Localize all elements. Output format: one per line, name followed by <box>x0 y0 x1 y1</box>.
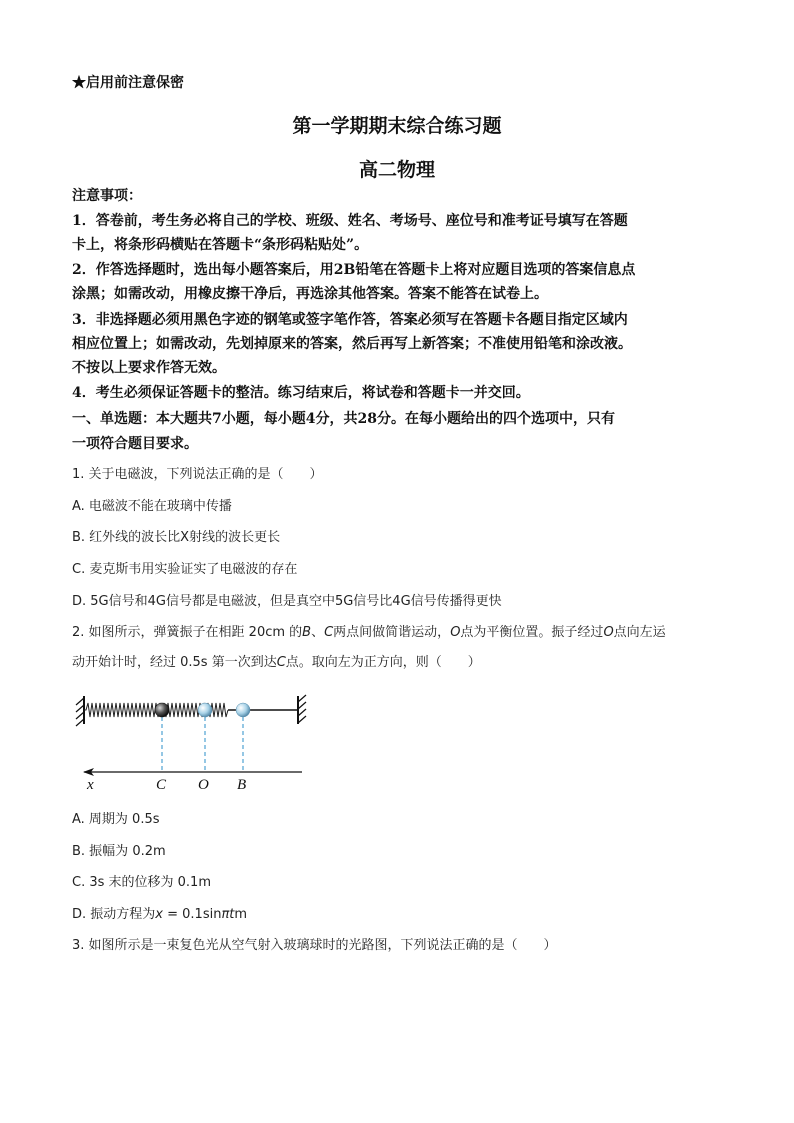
q2-stem-text: 点向左运 <box>613 625 666 640</box>
question-2-stem-line-2 <box>72 651 481 670</box>
confidential-mark: ★启用前注意保密 <box>72 75 184 91</box>
question-2-stem-line-1 <box>72 621 666 640</box>
ball-position-b <box>236 703 250 717</box>
question-2-option-a: A. 周期为 0.5s <box>72 812 160 827</box>
q2-point-c: C <box>276 655 286 670</box>
q2-stem-text: 点为平衡位置。振子经过 <box>460 625 604 640</box>
section-1-heading-line-1: 一、单选题：本大题共7小题，每小题4分，共28分。在每小题给出的四个选项中，只有 <box>72 411 615 427</box>
notice-heading: 注意事项： <box>72 188 142 204</box>
point-label-c: C <box>156 777 167 793</box>
q2-option-d-pi-t: πt <box>221 907 235 922</box>
q2-point-c: C <box>324 625 334 640</box>
notice-item-1-line-1: 1．答卷前，考生务必将自己的学校、班级、姓名、考场号、座位号和准考证号填写在答题 <box>72 213 628 229</box>
question-1-option-b: B. 红外线的波长比X射线的波长更长 <box>72 530 281 545</box>
q2-stem-text: 点。取向左为正方向，则（ ） <box>285 655 481 670</box>
question-2-option-c: C. 3s 末的位移为 0.1m <box>72 875 211 890</box>
point-label-b: B <box>237 777 247 793</box>
section-1-heading-line-2: 一项符合题目要求。 <box>72 436 198 452</box>
notice-item-4: 4．考生必须保证答题卡的整洁。练习结束后，将试卷和答题卡一并交回。 <box>72 385 530 401</box>
right-wall <box>298 695 306 724</box>
question-2-option-d <box>72 903 247 922</box>
q2-point-b: B <box>302 625 312 640</box>
notice-item-3-line-2: 相应位置上；如需改动，先划掉原来的答案，然后再写上新答案；不准使用铅笔和涂改液。 <box>72 336 632 352</box>
question-1-stem: 1. 关于电磁波，下列说法正确的是（ ） <box>72 467 323 482</box>
q2-point-o: O <box>603 625 614 640</box>
ball-position-o <box>198 703 212 717</box>
notice-item-3-line-3: 不按以上要求作答无效。 <box>72 360 226 376</box>
notice-item-2-line-1: 2．作答选择题时，选出每小题答案后，用2B铅笔在答题卡上将对应题目选项的答案信息点 <box>72 262 636 278</box>
notice-item-1-line-2: 卡上，将条形码横贴在答题卡“条形码粘贴处”。 <box>72 237 369 253</box>
point-label-o: O <box>198 777 209 793</box>
axis-label-x: x <box>87 777 94 793</box>
q2-stem-text: 2. 如图所示，弹簧振子在相距 20cm 的 <box>72 625 303 640</box>
question-1-option-a: A. 电磁波不能在玻璃中传播 <box>72 499 232 514</box>
question-2-option-b: B. 振幅为 0.2m <box>72 844 166 859</box>
q2-option-d-text: = 0.1sin <box>162 907 222 922</box>
oscillator-ball-at-c <box>155 703 169 717</box>
notice-item-2-line-2: 涂黑；如需改动，用橡皮擦干净后，再选涂其他答案。答案不能答在试卷上。 <box>72 286 548 302</box>
exam-subtitle: 高二物理 <box>358 159 435 181</box>
question-1-option-d: D. 5G信号和4G信号都是电磁波，但是真空中5G信号比4G信号传播得更快 <box>72 594 502 609</box>
question-3-stem: 3. 如图所示是一束复色光从空气射入玻璃球时的光路图，下列说法正确的是（ ） <box>72 938 557 953</box>
exam-title: 第一学期期末综合练习题 <box>292 115 502 137</box>
q2-option-d-unit: m <box>234 907 248 922</box>
q2-stem-text: 、 <box>311 625 325 640</box>
q2-stem-text: 两点间做简谐运动， <box>333 625 451 640</box>
q2-point-o: O <box>450 625 461 640</box>
q2-option-d-text: D. 振动方程为 <box>72 907 156 922</box>
left-wall <box>76 696 84 726</box>
spring-oscillator-figure <box>70 684 315 796</box>
q2-option-d-var-x: x <box>155 907 163 922</box>
q2-stem-text: 动开始计时，经过 0.5s 第一次到达 <box>72 655 277 670</box>
notice-item-3-line-1: 3．非选择题必须用黑色字迹的钢笔或签字笔作答，答案必须写在答题卡各题目指定区域内 <box>72 312 628 328</box>
question-1-option-c: C. 麦克斯韦用实验证实了电磁波的存在 <box>72 562 298 577</box>
